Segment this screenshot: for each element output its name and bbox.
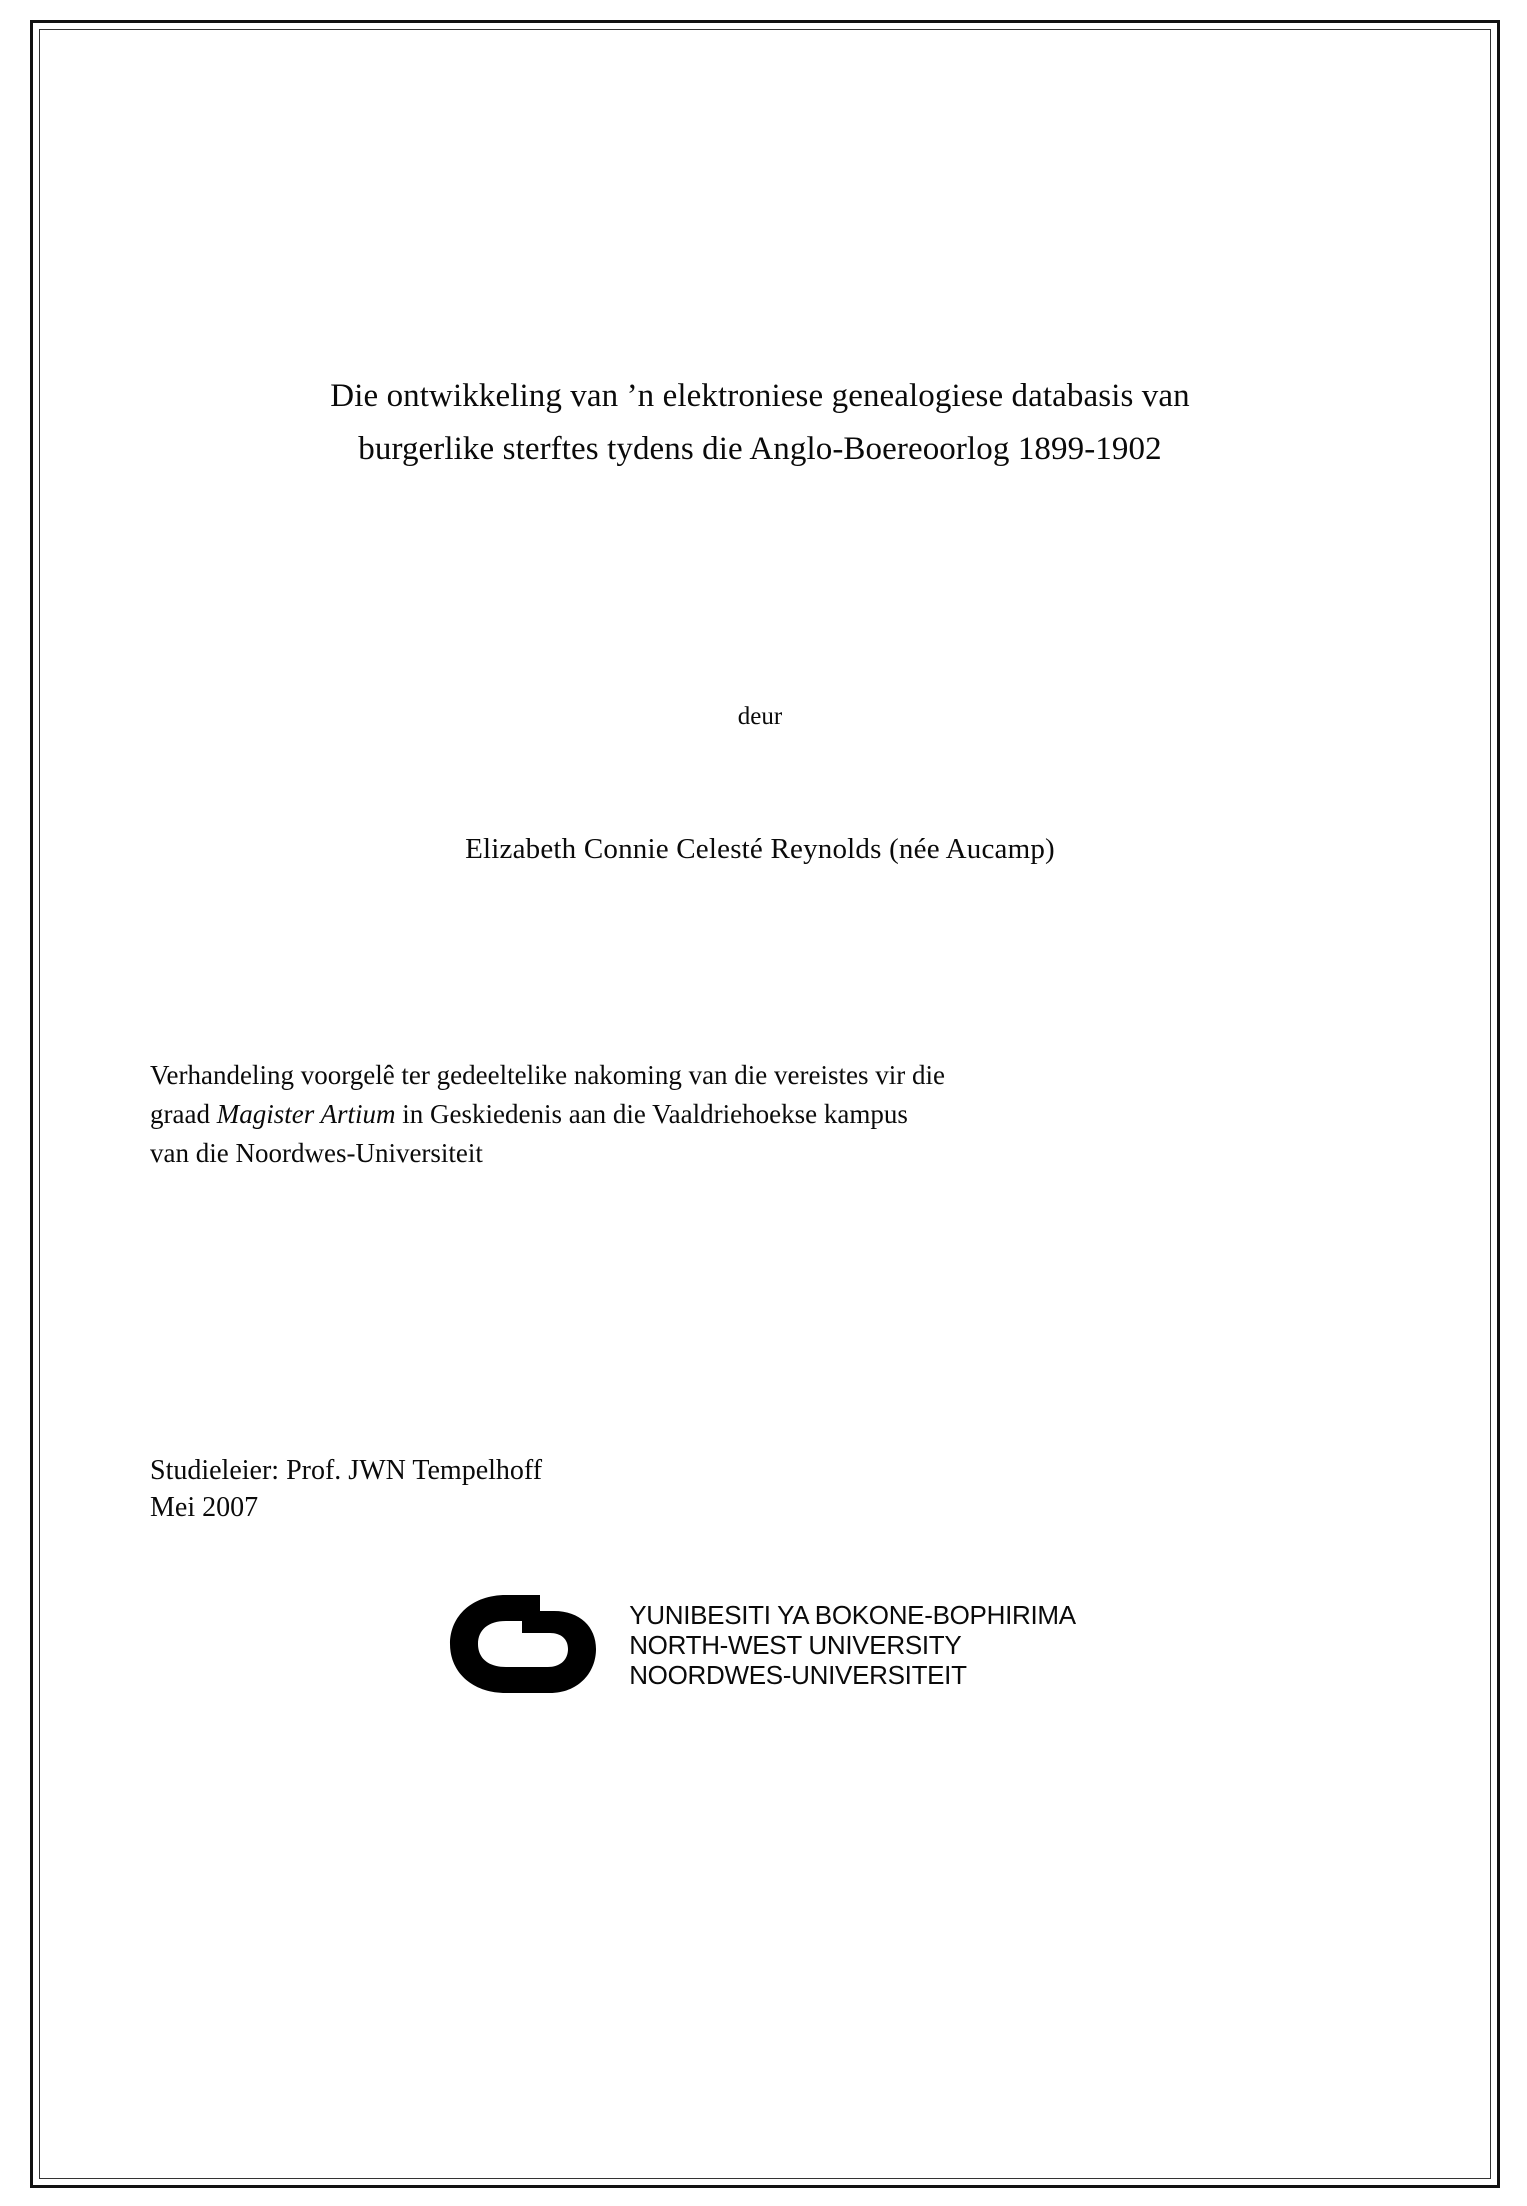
logo-wordmark [629,1598,1076,1690]
title-page-content [150,60,1370,2140]
author-name: Elizabeth Connie Celesté Reynolds (née Aucamp) [465,832,1055,865]
nwu-logo-icon [444,1589,619,1699]
degree-statement-line-2-post: in Geskiedenis aan die Vaaldriehoekse kampus [395,1099,908,1130]
degree-statement-line-2-pre: graad [150,1099,217,1130]
title-line-2: burgerlike sterftes tydens die Anglo-Boereoorlog 1899-1902 [358,431,1162,468]
page-title [150,370,1370,477]
degree-statement-line-3: van die Noordwes-Universiteit [150,1138,483,1169]
logo-line-1: YUNIBESITI YA BOKONE-BOPHIRIMA [629,1600,1076,1630]
date-line: Mei 2007 [150,1492,259,1524]
logo-line-2: NORTH-WEST UNIVERSITY [629,1630,962,1661]
logo-line-3: NOORDWES-UNIVERSITEIT [629,1660,967,1691]
degree-name-italic: Magister Artium [216,1099,396,1130]
supervisor-line: Studieleier: Prof. JWN Tempelhoff [150,1455,543,1487]
supervisor-block [150,1453,1370,1527]
degree-statement [150,1056,1300,1173]
degree-statement-line-1: Verhandeling voorgelê ter gedeeltelike nakoming van die vereistes vir die [150,1059,945,1090]
degree-statement-line-2 [150,1095,1300,1134]
title-line-1: Die ontwikkeling van ’n elektroniese genealogiese databasis van [330,378,1190,414]
by-label: deur [737,702,783,730]
university-logo [150,1589,1370,1699]
